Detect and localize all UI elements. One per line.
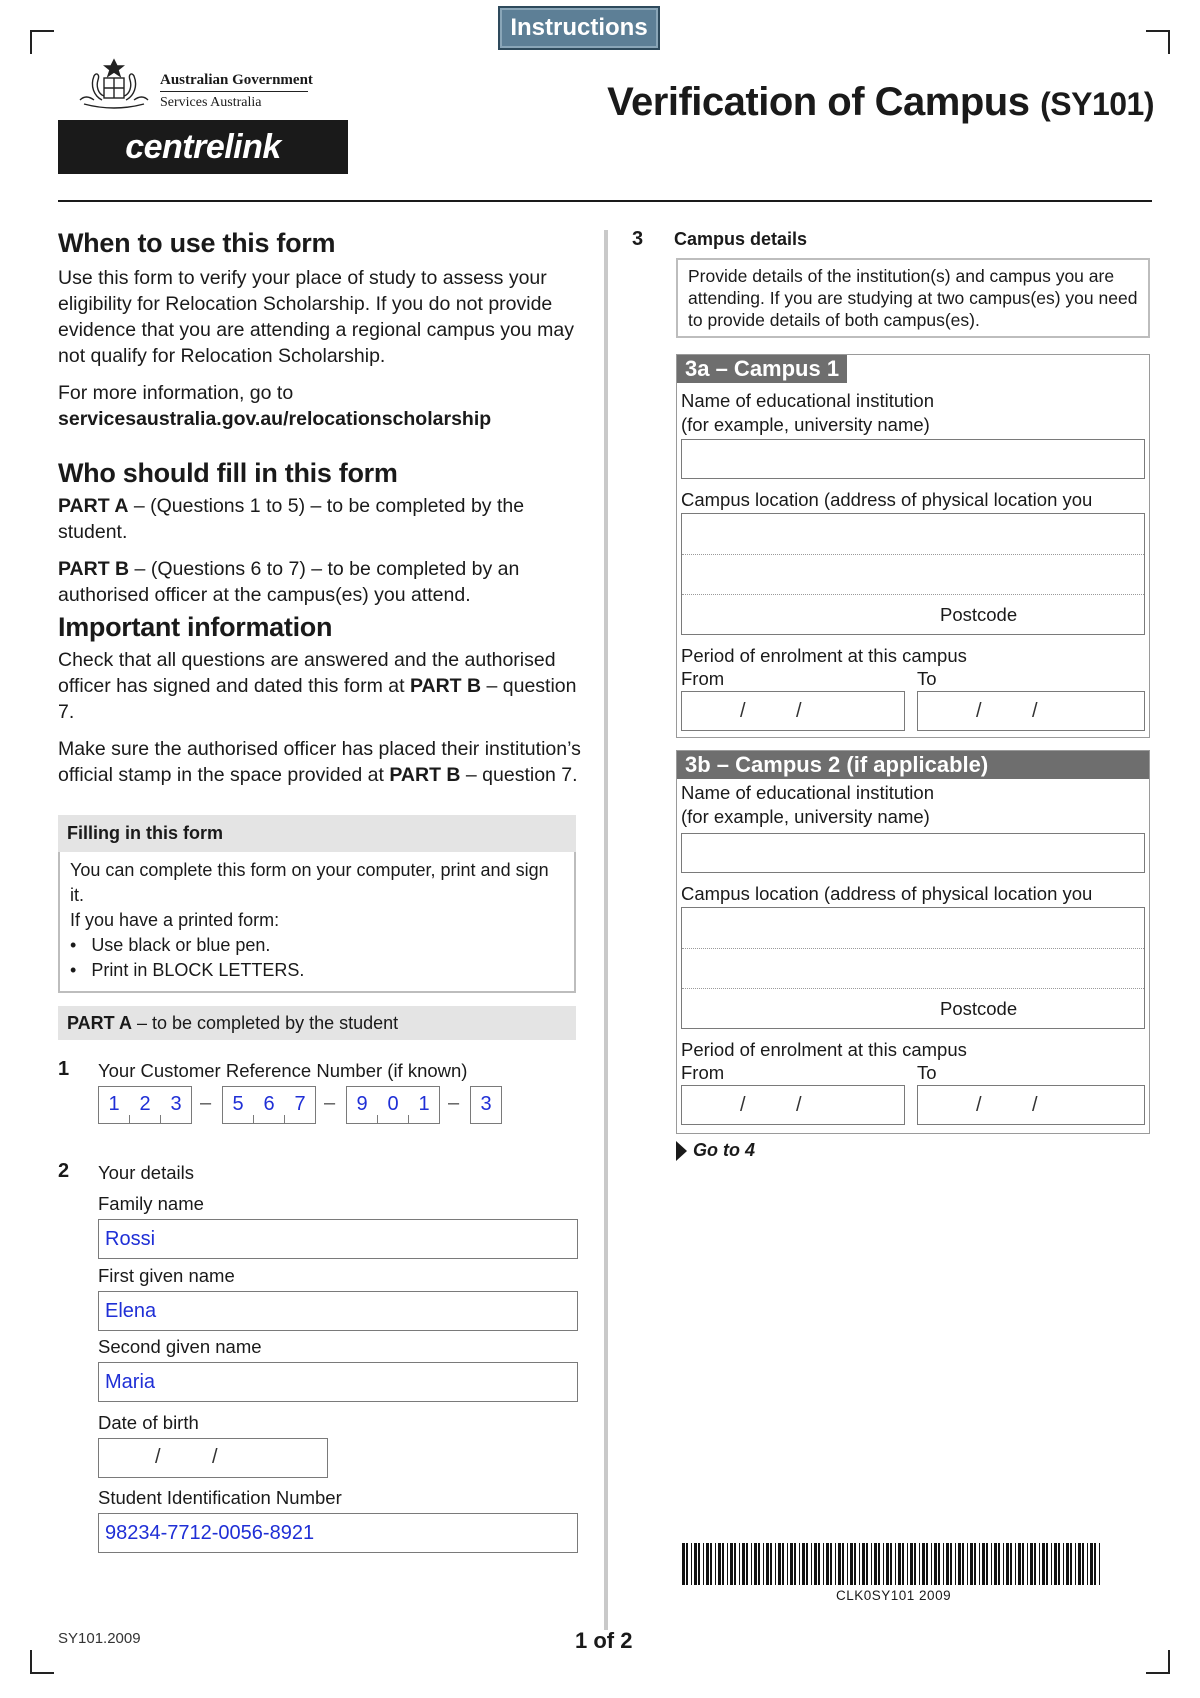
institution-label [681, 781, 934, 829]
date-separator: / [212, 1446, 218, 1468]
important-1c: – question 7. [58, 675, 577, 723]
dob-label: Date of birth [98, 1412, 199, 1433]
postcode-label: Postcode [940, 604, 1018, 625]
date-separator: / [796, 700, 802, 722]
important-2b: PART B [389, 764, 461, 786]
barcode-bar [934, 1543, 937, 1585]
barcode-text: CLK0SY101 2009 [836, 1588, 952, 1603]
filling-body [58, 852, 576, 993]
part-a-bar-text: – to be completed by the student [132, 1013, 399, 1033]
more-info-text: For more information, go to [58, 382, 294, 404]
crn-tick [129, 1115, 130, 1123]
filling-line-2: If you have a printed form: [70, 910, 280, 930]
barcode-bar [1051, 1543, 1052, 1585]
barcode-bar [698, 1543, 700, 1585]
second-name-label: Second given name [98, 1336, 262, 1357]
period-label: Period of enrolment at this campus [681, 1039, 967, 1060]
barcode-bar [991, 1543, 992, 1585]
barcode-bar [826, 1543, 829, 1585]
campus-instruction: Provide details of the institution(s) and campus you are attending. If you are studying at two campus(es) you need to provide details of both campus(es). [676, 258, 1150, 338]
question-3-number: 3 [632, 228, 644, 250]
barcode-bar [734, 1543, 736, 1585]
barcode-bar [746, 1543, 748, 1585]
barcode-bar [998, 1543, 1000, 1585]
barcode-bar [898, 1543, 901, 1585]
barcode-bar [766, 1543, 769, 1585]
barcode-bar [1046, 1543, 1048, 1585]
page-number: 1 of 2 [575, 1628, 633, 1653]
part-a-bar-label: PART A [67, 1013, 132, 1033]
barcode-bar [895, 1543, 896, 1585]
who-title: Who should fill in this form [58, 458, 398, 488]
barcode-bar [710, 1543, 712, 1585]
barcode-bar [902, 1543, 904, 1585]
institution-label [681, 389, 934, 437]
who-section [58, 458, 598, 608]
barcode-bar [1099, 1543, 1100, 1585]
bullet-text-1: Use black or blue pen. [91, 935, 271, 955]
barcode-bar [754, 1543, 757, 1585]
your-details-label: Your details [98, 1162, 194, 1183]
agency-name: Services Australia [160, 95, 262, 110]
institution-label-line-1: Name of educational institution [681, 782, 934, 803]
family-name-label: Family name [98, 1193, 204, 1214]
coat-of-arms-icon [74, 56, 154, 112]
crn-separator: – [200, 1092, 212, 1114]
barcode-bar [722, 1543, 724, 1585]
barcode-bar [830, 1543, 832, 1585]
barcode-bar [691, 1543, 692, 1585]
barcode-bar [850, 1543, 853, 1585]
barcode-bar [842, 1543, 844, 1585]
centrelink-logo: centrelink [58, 120, 348, 174]
date-separator: / [740, 700, 746, 722]
address-line-divider [682, 988, 1144, 989]
date-separator: / [796, 1094, 802, 1116]
barcode-bar [1082, 1543, 1084, 1585]
location-label: Campus location (address of physical location you [681, 489, 1093, 510]
crn-label: Your Customer Reference Number (if known) [98, 1060, 468, 1081]
campus-2-institution-input[interactable] [681, 833, 1145, 873]
barcode-bar [907, 1543, 908, 1585]
barcode-bar [775, 1543, 776, 1585]
barcode-bar [883, 1543, 884, 1585]
when-section [58, 228, 588, 432]
barcode-bar [982, 1543, 985, 1585]
barcode-bar [986, 1543, 988, 1585]
barcode-bar [811, 1543, 812, 1585]
barcode-bar [823, 1543, 824, 1585]
crn-digit: 2 [139, 1093, 151, 1115]
government-name: Australian Government [160, 72, 313, 88]
barcode-bar [914, 1543, 916, 1585]
barcode-bar [758, 1543, 760, 1585]
barcode-bar [886, 1543, 889, 1585]
barcode-bar [962, 1543, 964, 1585]
barcode-bar [1015, 1543, 1016, 1585]
barcode-bar [943, 1543, 944, 1585]
barcode-bar [1018, 1543, 1021, 1585]
part-b-text: – (Questions 6 to 7) – to be completed by an authorised officer at the campus(es) you attend. [58, 558, 520, 606]
barcode-bar [770, 1543, 772, 1585]
part-b-info [58, 556, 578, 608]
crn-digit: 3 [170, 1093, 182, 1115]
part-a-bar [58, 1006, 576, 1040]
crn-tick [253, 1115, 254, 1123]
institution-label-line-1: Name of educational institution [681, 390, 934, 411]
barcode-bar [890, 1543, 892, 1585]
barcode-bar [871, 1543, 872, 1585]
important-1b: PART B [409, 675, 482, 697]
second-name-input[interactable]: Maria [98, 1362, 578, 1402]
first-name-label: First given name [98, 1265, 235, 1286]
barcode-bar [910, 1543, 913, 1585]
crn-tick [284, 1115, 285, 1123]
crn-digit: 7 [294, 1093, 306, 1115]
barcode-bar [847, 1543, 848, 1585]
barcode-bar [763, 1543, 764, 1585]
barcode-bar [862, 1543, 865, 1585]
barcode-bar [694, 1543, 697, 1585]
barcode-bar [751, 1543, 752, 1585]
barcode-bar [715, 1543, 716, 1585]
campus-1-to-date-input[interactable] [917, 691, 1145, 731]
crn-tick [408, 1115, 409, 1123]
date-separator: / [155, 1446, 161, 1468]
barcode-bar [799, 1543, 800, 1585]
government-branding [160, 72, 313, 111]
barcode-bar [814, 1543, 817, 1585]
footer-form-code: SY101.2009 [58, 1630, 141, 1647]
barcode-bar [1027, 1543, 1028, 1585]
barcode-icon [682, 1543, 1102, 1585]
barcode-bar [1039, 1543, 1040, 1585]
barcode-bar [859, 1543, 860, 1585]
barcode-bar [838, 1543, 841, 1585]
location-label: Campus location (address of physical location you [681, 883, 1093, 904]
barcode-bar [919, 1543, 920, 1585]
barcode-bar [806, 1543, 808, 1585]
address-line-divider [682, 948, 1144, 949]
bullet-text-2: Print in BLOCK LETTERS. [91, 960, 305, 980]
filling-title: Filling in this form [58, 815, 576, 852]
campus-2-title: 3b – Campus 2 (if applicable) [677, 751, 1149, 779]
campus-1-panel [676, 354, 1150, 738]
barcode-bar [946, 1543, 949, 1585]
go-to-text: Go to 4 [693, 1140, 755, 1160]
address-line-divider [682, 554, 1144, 555]
crn-digit: 6 [263, 1093, 275, 1115]
barcode-bar [974, 1543, 976, 1585]
crn-digit: 1 [108, 1093, 120, 1115]
branding-rule [160, 91, 308, 92]
barcode-bar [970, 1543, 973, 1585]
campus-1-from-date-input[interactable] [681, 691, 905, 731]
arrow-right-icon [676, 1141, 687, 1161]
crn-tick [160, 1115, 161, 1123]
barcode-bar [742, 1543, 745, 1585]
barcode-bar [778, 1543, 781, 1585]
part-a-text: – (Questions 1 to 5) – to be completed by the student. [58, 495, 525, 543]
barcode-bar [818, 1543, 820, 1585]
barcode-bar [1087, 1543, 1088, 1585]
filling-bullet-1: • Use black or blue pen. [70, 935, 271, 955]
campus-2-location-input[interactable] [681, 907, 1145, 1029]
when-body: Use this form to verify your place of study to assess your eligibility for Relocation Scholarship. If you do not provide evidence that you are attending a regional campus you may not qualify for Relocation Scholarship. [58, 267, 574, 367]
barcode-bar [730, 1543, 733, 1585]
barcode-bar [967, 1543, 968, 1585]
institution-label-line-2: (for example, university name) [681, 414, 930, 435]
date-separator: / [1032, 700, 1038, 722]
to-label: To [917, 1062, 937, 1083]
barcode-bar [682, 1543, 685, 1585]
campus-2-panel [676, 750, 1150, 1134]
part-a-info [58, 493, 598, 545]
barcode-bar [1078, 1543, 1081, 1585]
question-2-number: 2 [58, 1160, 70, 1182]
campus-1-institution-input[interactable] [681, 439, 1145, 479]
important-title: Important information [58, 612, 333, 642]
page-title [607, 80, 1154, 125]
barcode-bar [979, 1543, 980, 1585]
crn-separator: – [448, 1092, 460, 1114]
date-separator: / [976, 1094, 982, 1116]
date-separator: / [976, 700, 982, 722]
important-text-2 [58, 736, 588, 788]
crop-mark-bottom-left [30, 1650, 54, 1674]
campus-details-title: Campus details [674, 229, 808, 249]
important-text-1 [58, 647, 588, 725]
header-divider [58, 200, 1152, 202]
date-separator: / [1032, 1094, 1038, 1116]
barcode-bar [1063, 1543, 1064, 1585]
more-info-link[interactable]: servicesaustralia.gov.au/relocationscholarship [58, 408, 492, 430]
crn-digit: 5 [232, 1093, 244, 1115]
filling-in-box [58, 815, 576, 993]
crn-digit: 0 [387, 1093, 399, 1115]
campus-1-location-input[interactable] [681, 513, 1145, 635]
instructions-button[interactable]: Instructions [498, 6, 660, 50]
crn-digit: 9 [356, 1093, 368, 1115]
barcode-bar [874, 1543, 877, 1585]
campus-1-title: 3a – Campus 1 [677, 355, 847, 383]
filling-line-1: You can complete this form on your computer, print and sign it. [70, 860, 549, 905]
barcode-bar [686, 1543, 688, 1585]
filling-bullet-2: • Print in BLOCK LETTERS. [70, 960, 305, 980]
date-separator: / [740, 1094, 746, 1116]
important-1a: Check that all questions are answered and the authorised officer has signed and dated this form at [58, 649, 556, 697]
barcode-bar [878, 1543, 880, 1585]
go-to-instruction [676, 1140, 755, 1161]
barcode-bar [1058, 1543, 1060, 1585]
form-code: (SY101) [1040, 86, 1154, 122]
barcode-bar [938, 1543, 940, 1585]
barcode-bar [1022, 1543, 1024, 1585]
barcode-bar [790, 1543, 793, 1585]
barcode-bar [1006, 1543, 1009, 1585]
barcode-bar [955, 1543, 956, 1585]
sin-label: Student Identification Number [98, 1487, 342, 1508]
barcode-bar [958, 1543, 961, 1585]
barcode-bar [950, 1543, 952, 1585]
barcode-bar [1030, 1543, 1033, 1585]
first-name-input[interactable]: Elena [98, 1291, 578, 1331]
barcode-bar [854, 1543, 856, 1585]
barcode-bar [1003, 1543, 1004, 1585]
sin-input[interactable]: 98234-7712-0056-8921 [98, 1513, 578, 1553]
campus-2-to-date-input[interactable] [917, 1085, 1145, 1125]
barcode-bar [926, 1543, 928, 1585]
family-name-input[interactable]: Rossi [98, 1219, 578, 1259]
address-line-divider [682, 594, 1144, 595]
to-label: To [917, 668, 937, 689]
form-title-text: Verification of Campus [607, 80, 1030, 124]
crop-mark-top-right [1146, 30, 1170, 54]
barcode-bar [1034, 1543, 1036, 1585]
important-2a: Make sure the authorised officer has placed their institution’s official stamp in the space provided at [58, 738, 581, 786]
period-label: Period of enrolment at this campus [681, 645, 967, 666]
important-2c: – question 7. [460, 764, 578, 786]
barcode-bar [866, 1543, 868, 1585]
barcode-bar [703, 1543, 704, 1585]
postcode-label: Postcode [940, 998, 1018, 1019]
barcode-bar [1070, 1543, 1072, 1585]
barcode-bar [1054, 1543, 1057, 1585]
barcode-bar [727, 1543, 728, 1585]
crn-digit: 3 [480, 1093, 492, 1115]
barcode-bar [835, 1543, 836, 1585]
barcode-bar [1075, 1543, 1076, 1585]
question-1-number: 1 [58, 1058, 70, 1080]
column-divider [604, 230, 608, 1630]
barcode-bar [1094, 1543, 1096, 1585]
campus-2-from-date-input[interactable] [681, 1085, 905, 1125]
barcode-bar [1090, 1543, 1093, 1585]
barcode-bar [739, 1543, 740, 1585]
barcode-bar [1042, 1543, 1045, 1585]
crn-digit: 1 [418, 1093, 430, 1115]
crn-separator: – [324, 1092, 336, 1114]
barcode-bar [787, 1543, 788, 1585]
barcode-bar [782, 1543, 784, 1585]
crop-mark-bottom-right [1146, 1650, 1170, 1674]
crn-tick [377, 1115, 378, 1123]
from-label: From [681, 1062, 725, 1083]
barcode-bar [802, 1543, 805, 1585]
barcode-bar [994, 1543, 997, 1585]
when-title: When to use this form [58, 228, 336, 258]
barcode-bar [1010, 1543, 1012, 1585]
part-a-label: PART A [58, 495, 129, 517]
barcode-bar [718, 1543, 721, 1585]
barcode-bar [1066, 1543, 1069, 1585]
barcode-bar [706, 1543, 709, 1585]
important-section [58, 612, 588, 788]
barcode-bar [794, 1543, 796, 1585]
crop-mark-top-left [30, 30, 54, 54]
part-b-label: PART B [58, 558, 130, 580]
barcode-bar [922, 1543, 925, 1585]
from-label: From [681, 668, 725, 689]
barcode-bar [931, 1543, 932, 1585]
institution-label-line-2: (for example, university name) [681, 806, 930, 827]
